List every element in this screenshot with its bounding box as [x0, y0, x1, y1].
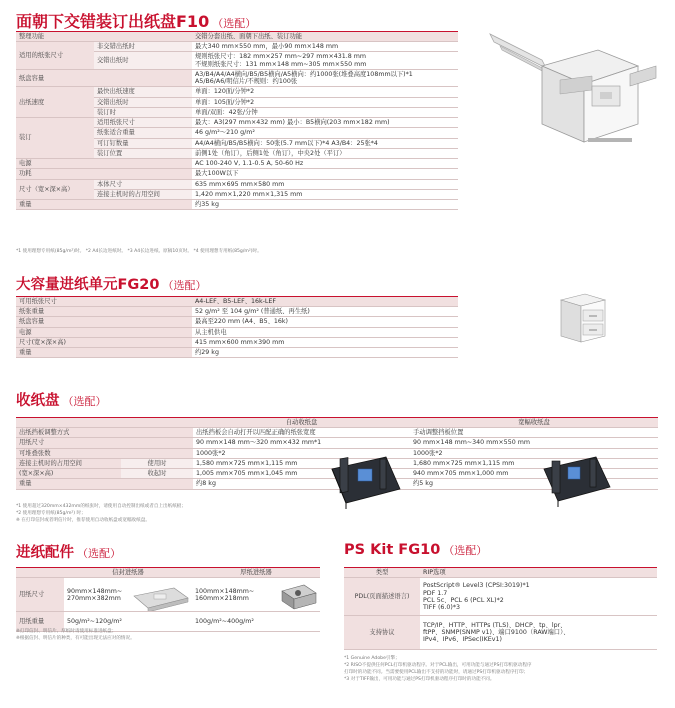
- f10-row-value: 单面：105面/分钟*2: [192, 97, 458, 107]
- fg20-row-label: 可用纸张尺寸: [16, 297, 192, 307]
- fg20-row: [16, 327, 458, 337]
- ps-row1-label: PDL(页面描述语言): [344, 578, 420, 616]
- tray-row-wide: 1,680 mm×725 mm×1,115 mm: [410, 458, 658, 468]
- f10-row: [16, 69, 458, 86]
- ps-spec-table: [344, 567, 657, 650]
- ps-note-1: *1 Genuine Adobe引擎；: [344, 656, 400, 661]
- envelope-feeder-image: [132, 586, 190, 612]
- tray-row-wide: 940 mm×705 mm×1,000 mm: [410, 469, 658, 479]
- tray-row-label: 可堆叠张数: [16, 448, 193, 458]
- auto-tray-image: [328, 451, 404, 511]
- f10-row-sublabel: 本体尺寸: [94, 179, 192, 189]
- fg20-row: [16, 337, 458, 347]
- feed-note-2: ※根据信封、明信片的种类，有可能出现无法应对的情况。: [16, 636, 135, 641]
- tray-row-label: 连接主机时的占用空间: [16, 458, 121, 468]
- f10-row-value: A3/B4/A4/A4横向/B5/B5横向/A5横向：约1000张(堆叠高度108mm以下)*1 A5/B6/A6/明信片/不规则：约100张: [192, 69, 458, 86]
- feed-row2-label: 用纸重量: [16, 612, 64, 632]
- fg20-title-opt: （选配）: [162, 279, 207, 292]
- fg20-row: [16, 297, 458, 307]
- ps-proto-line-2: ftPP、SNMP(SNMP v1)、端口9100（RAW端口）、: [423, 629, 570, 637]
- fg20-row-value: 52 g/m² 至 104 g/m² (普通纸、再生纸): [192, 307, 458, 317]
- f10-row-value: 46 g/m²～210 g/m²: [192, 128, 458, 138]
- f10-row-label: 整理功能: [16, 32, 192, 42]
- feed-head-blank: [16, 568, 64, 578]
- fg20-spec-table: [16, 296, 458, 358]
- f10-row-value: 最大340 mm×550 mm，最小90 mm×148 mm: [192, 42, 458, 52]
- ps-pdl-line-4: TIFF (6.0)*3: [423, 603, 461, 611]
- feed-row1-thick: [192, 578, 320, 612]
- fg20-product-image: [555, 290, 611, 346]
- f10-row: [16, 159, 458, 169]
- f10-row: [16, 87, 458, 97]
- tray-row-auto: 1,005 mm×705 mm×1,045 mm: [193, 469, 410, 479]
- wide-tray-image: [540, 451, 614, 509]
- tray-row-wide: 90 mm×148 mm~340 mm×550 mm: [410, 438, 658, 448]
- tray-note-2: *2 使用理想专用纸(85g/m²) 时；: [16, 511, 86, 516]
- fg20-row-label: 电源: [16, 327, 192, 337]
- tray-head-wide: 宽幅收纸盘: [410, 418, 658, 428]
- feed-row1-label: 用纸尺寸: [16, 578, 64, 612]
- f10-row-value: 1,420 mm×1,220 mm×1,315 mm: [192, 189, 458, 199]
- f10-row: [16, 179, 458, 189]
- tray-row: [16, 438, 658, 448]
- f10-row-sublabel: 交错出纸时: [94, 52, 192, 69]
- ps-pdl-line-2: PDF 1.7: [423, 589, 448, 597]
- tray-row-label: (宽×深×高): [16, 469, 121, 479]
- f10-title-text: 面朝下交错装订出纸盘F10: [16, 12, 210, 31]
- ps-pdl-line-3: PCL 5c、PCL 6 (PCL XL)*2: [423, 596, 504, 604]
- feed-spec-table: [16, 567, 320, 632]
- f10-row-value: AC 100-240 V, 1.1-0.5 A, 50-60 Hz: [192, 159, 458, 169]
- f10-row-value: 635 mm×695 mm×580 mm: [192, 179, 458, 189]
- ps-row2-val: [420, 616, 657, 650]
- feed-head-thick: 厚纸进纸器: [192, 568, 320, 578]
- ps-note-3: 打印时的功能不同。当需要使用PCL输出不支持的功能时，请通过PS打印机驱动程序打印；: [344, 670, 529, 675]
- fg20-row-label: 纸张重量: [16, 307, 192, 317]
- f10-title-opt: （选配）: [212, 17, 257, 30]
- fg20-row: [16, 348, 458, 358]
- fg20-row-value: 最高至220 mm (A4、B5、16k): [192, 317, 458, 327]
- feed-row1-env: [64, 578, 192, 612]
- fg20-row: [16, 307, 458, 317]
- feed-title-text: 进纸配件: [16, 545, 74, 561]
- ps-note-2: *2 RISO不提供任何PCL打印机驱动程序。对于PCL输出，可用功能与通过PS打印机驱动程序: [344, 663, 532, 668]
- f10-row-value: 前侧1处（角订），后侧1处（角订），中央2处（平订）: [192, 148, 458, 158]
- f10-row-label: 出纸速度: [16, 87, 94, 118]
- f10-row-label: 尺寸（宽×深×高）: [16, 179, 94, 199]
- ps-row1-val: [420, 578, 657, 616]
- f10-row-value: 约35 kg: [192, 199, 458, 209]
- ps-title-text: PS Kit FG10: [344, 542, 441, 558]
- fg20-row-value: 从主机供电: [192, 327, 458, 337]
- f10-row-sublabel: 非交错出纸时: [94, 42, 192, 52]
- fg20-title-text: 大容量进纸单元FG20: [16, 277, 160, 293]
- f10-row-value: 单面/双面：42张/分钟: [192, 107, 458, 117]
- f10-row-label: 适用的纸张尺寸: [16, 42, 94, 70]
- fg20-row-value: A4-LEF、B5-LEF、16k-LEF: [192, 297, 458, 307]
- feed-title: [16, 541, 121, 562]
- fg20-title: [16, 273, 206, 294]
- ps-head-val: RIP选项: [420, 568, 657, 578]
- f10-row-label: 功耗: [16, 169, 192, 179]
- tray-row: [16, 428, 658, 438]
- f10-row-label: 纸盘容量: [16, 69, 192, 86]
- tray-row-sublabel: 使用时: [121, 458, 193, 468]
- fg20-row: [16, 317, 458, 327]
- f10-row-sublabel: 装订位置: [94, 148, 192, 158]
- f10-spec-table: [16, 31, 458, 210]
- f10-row-value: 最大：A3(297 mm×432 mm) 最小：B5横向(203 mm×182 mm): [192, 118, 458, 128]
- tray-title: [16, 389, 107, 410]
- f10-row-value: A4/A4横向/B5/B5横向：50张(5.7 mm以下)*4 A3/B4：25张*4: [192, 138, 458, 148]
- fg20-row-value: 约29 kg: [192, 348, 458, 358]
- tray-row-auto: 约8 kg: [193, 479, 410, 489]
- tray-row-auto: 出纸挡板会自动打开以匹配正确的纸张宽度: [193, 428, 410, 438]
- f10-row-sublabel: 连接主机时的占用空间: [94, 189, 192, 199]
- thick-paper-feeder-image: [278, 581, 318, 611]
- feed-row2-thick: 100g/m²~400g/m²: [192, 612, 320, 632]
- f10-row-value: 单面：120面/分钟*2: [192, 87, 458, 97]
- ps-title: [344, 542, 487, 558]
- f10-note: *1 使用理想专用纸(85g/m²)时。 *2 A4长边进纸时。 *3 A4长边进纸、原稿10页时。 *4 使用理想专用纸(85g/m²)时。: [16, 249, 262, 254]
- f10-row-label: 电源: [16, 159, 192, 169]
- f10-product-image: [480, 20, 660, 150]
- ps-head-type: 类型: [344, 568, 420, 578]
- f10-row-sublabel: 交错出纸时: [94, 97, 192, 107]
- f10-row-sublabel: 装订时: [94, 107, 192, 117]
- f10-row-sublabel: 最快出纸速度: [94, 87, 192, 97]
- f10-row: [16, 199, 458, 209]
- fg20-row-label: 重量: [16, 348, 192, 358]
- f10-row-value: 最大100W以下: [192, 169, 458, 179]
- feed-row1-thick-text: 100mm×148mm~ 160mm×218mm: [195, 587, 255, 602]
- feed-row2-env: 50g/m²~120g/m²: [64, 612, 192, 632]
- ps-title-opt: （选配）: [443, 544, 488, 557]
- f10-row-value: 规则纸张尺寸：182 mm×257 mm~297 mm×431.8 mm 不规则纸张尺寸：131 mm×148 mm~305 mm×550 mm: [192, 52, 458, 69]
- f10-row: [16, 32, 458, 42]
- ps-row2-label: 支持协议: [344, 616, 420, 650]
- tray-row-auto: 90 mm×148 mm～320 mm×432 mm*1: [193, 438, 410, 448]
- tray-title-text: 收纸盘: [16, 393, 60, 409]
- feed-note-1: ※打印信封、明信片、厚纸时请使用标准进纸盘；: [16, 629, 117, 634]
- f10-row-sublabel: 适用纸张尺寸: [94, 118, 192, 128]
- f10-row: [16, 169, 458, 179]
- fg20-row-label: 纸盘容量: [16, 317, 192, 327]
- fg20-row-label: 尺寸(宽×深×高): [16, 337, 192, 347]
- f10-row-sublabel: 可订钉数量: [94, 138, 192, 148]
- feed-row1-env-text: 90mm×148mm~ 270mm×382mm: [67, 587, 123, 602]
- tray-row-wide: 手动调整挡板位置: [410, 428, 658, 438]
- f10-row-label: 装订: [16, 118, 94, 159]
- fg20-row-value: 415 mm×600 mm×390 mm: [192, 337, 458, 347]
- feed-title-opt: （选配）: [77, 547, 121, 560]
- ps-pdl-line-1: PostScript® Level3 (CPSI:3019)*1: [423, 582, 530, 590]
- f10-row-sublabel: 纸张适合重量: [94, 128, 192, 138]
- ps-proto-line-1: TCP/IP、HTTP、HTTPs (TLS)、DHCP、tp、lpr、: [423, 621, 567, 629]
- f10-row: [16, 42, 458, 52]
- feed-head-env: 信封进纸器: [64, 568, 192, 578]
- tray-head-auto: 自动收纸盘: [193, 418, 410, 428]
- tray-row-label: 出纸挡板调整方式: [16, 428, 193, 438]
- tray-row-wide: 约5 kg: [410, 479, 658, 489]
- ps-proto-line-3: IPv4、IPv6、IPSec(IKEv1): [423, 636, 502, 644]
- f10-row-value: 交错分套出纸、面朝下出纸、装订功能: [192, 32, 458, 42]
- tray-row-sublabel: 收起时: [121, 469, 193, 479]
- ps-note-4: *3 对于TIFF输出，可用功能与通过PS打印机驱动程序打印时的功能不同。: [344, 677, 495, 682]
- tray-note-1: *1 使用超过320mm×432mm的纸张时，请使用自动控制出纸或者自上出纸纸板；: [16, 504, 186, 509]
- tray-title-opt: （选配）: [62, 395, 107, 408]
- tray-row-auto: 1000张*2: [193, 448, 410, 458]
- tray-note-3: ※ 在打印信封或者明信片时，推荐使用自动收纸盘或宽幅收纸盘。: [16, 518, 150, 523]
- tray-row-label: 重量: [16, 479, 193, 489]
- f10-title: [16, 9, 256, 32]
- f10-row-label: 重量: [16, 199, 192, 209]
- tray-row-label: 用纸尺寸: [16, 438, 193, 448]
- tray-row-auto: 1,580 mm×725 mm×1,115 mm: [193, 458, 410, 468]
- tray-head-blank: [16, 418, 193, 428]
- f10-row: [16, 118, 458, 128]
- tray-row-wide: 1000张*2: [410, 448, 658, 458]
